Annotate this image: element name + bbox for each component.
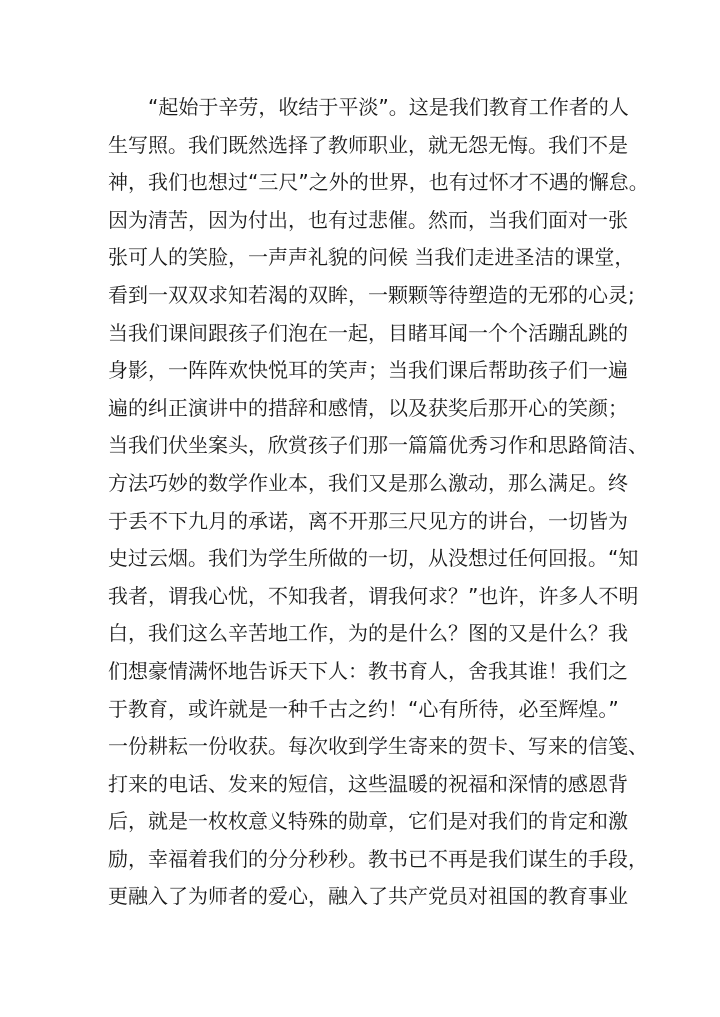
text-line-16: 们想豪情满怀地告诉天下人：教书育人，舍我其谁！我们之 — [108, 658, 628, 683]
text-line-7: 当我们课间跟孩子们泡在一起，目睹耳闻一个个活蹦乱跳的 — [108, 320, 628, 345]
text-line-18: 一份耕耘一份收获。每次收到学生寄来的贺卡、写来的信笺、 — [108, 734, 648, 759]
text-line-12: 于丢不下九月的承诺，离不开那三尺见方的讲台，一切皆为 — [108, 508, 628, 533]
text-line-2: 生写照。我们既然选择了教师职业，就无怨无悔。我们不是 — [108, 132, 628, 157]
paragraph — [108, 89, 649, 916]
text-line-15: 白，我们这么辛苦地工作，为的是什么？图的又是什么？我 — [108, 621, 628, 646]
text-line-13: 史过云烟。我们为学生所做的一切，从没想过任何回报。“知 — [108, 546, 639, 571]
text-line-20: 后，就是一枚枚意义特殊的勋章，它们是对我们的肯定和激 — [108, 809, 628, 834]
text-line-1: “起始于辛劳，收结于平淡”。这是我们教育工作者的人 — [148, 95, 629, 119]
text-line-22: 更融入了为师者的爱心，融入了共产党员对祖国的教育事业 — [108, 884, 628, 909]
text-line-11: 方法巧妙的数学作业本，我们又是那么激动，那么满足。终 — [108, 470, 628, 495]
text-line-4: 因为清苦，因为付出，也有过悲催。然而，当我们面对一张 — [108, 207, 628, 232]
text-line-17: 于教育，或许就是一种千古之约！“心有所待，必至辉煌。” — [108, 696, 619, 721]
text-line-10: 当我们伏坐案头，欣赏孩子们那一篇篇优秀习作和思路简洁、 — [108, 433, 648, 458]
text-line-3: 神，我们也想过“三尺”之外的世界，也有过怀才不遇的懈怠。 — [108, 170, 649, 195]
text-line-5: 张可人的笑脸，一声声礼貌的问候 当我们走进圣洁的课堂， — [108, 245, 635, 270]
text-line-14: 我者，谓我心忧，不知我者，谓我何求？”也许，许多人不明 — [108, 583, 639, 608]
text-line-21: 励，幸福着我们的分分秒秒。教书已不再是我们谋生的手段， — [108, 846, 648, 871]
text-line-19: 打来的电话、发来的短信，这些温暖的祝福和深情的感恩背 — [108, 771, 628, 796]
text-line-6: 看到一双双求知若渴的双眸，一颗颗等待塑造的无邪的心灵; — [108, 282, 635, 307]
text-line-9: 遍的纠正演讲中的措辞和感情，以及获奖后那开心的笑颜； — [108, 395, 628, 420]
text-line-8: 身影，一阵阵欢快悦耳的笑声；当我们课后帮助孩子们一遍 — [108, 358, 628, 383]
